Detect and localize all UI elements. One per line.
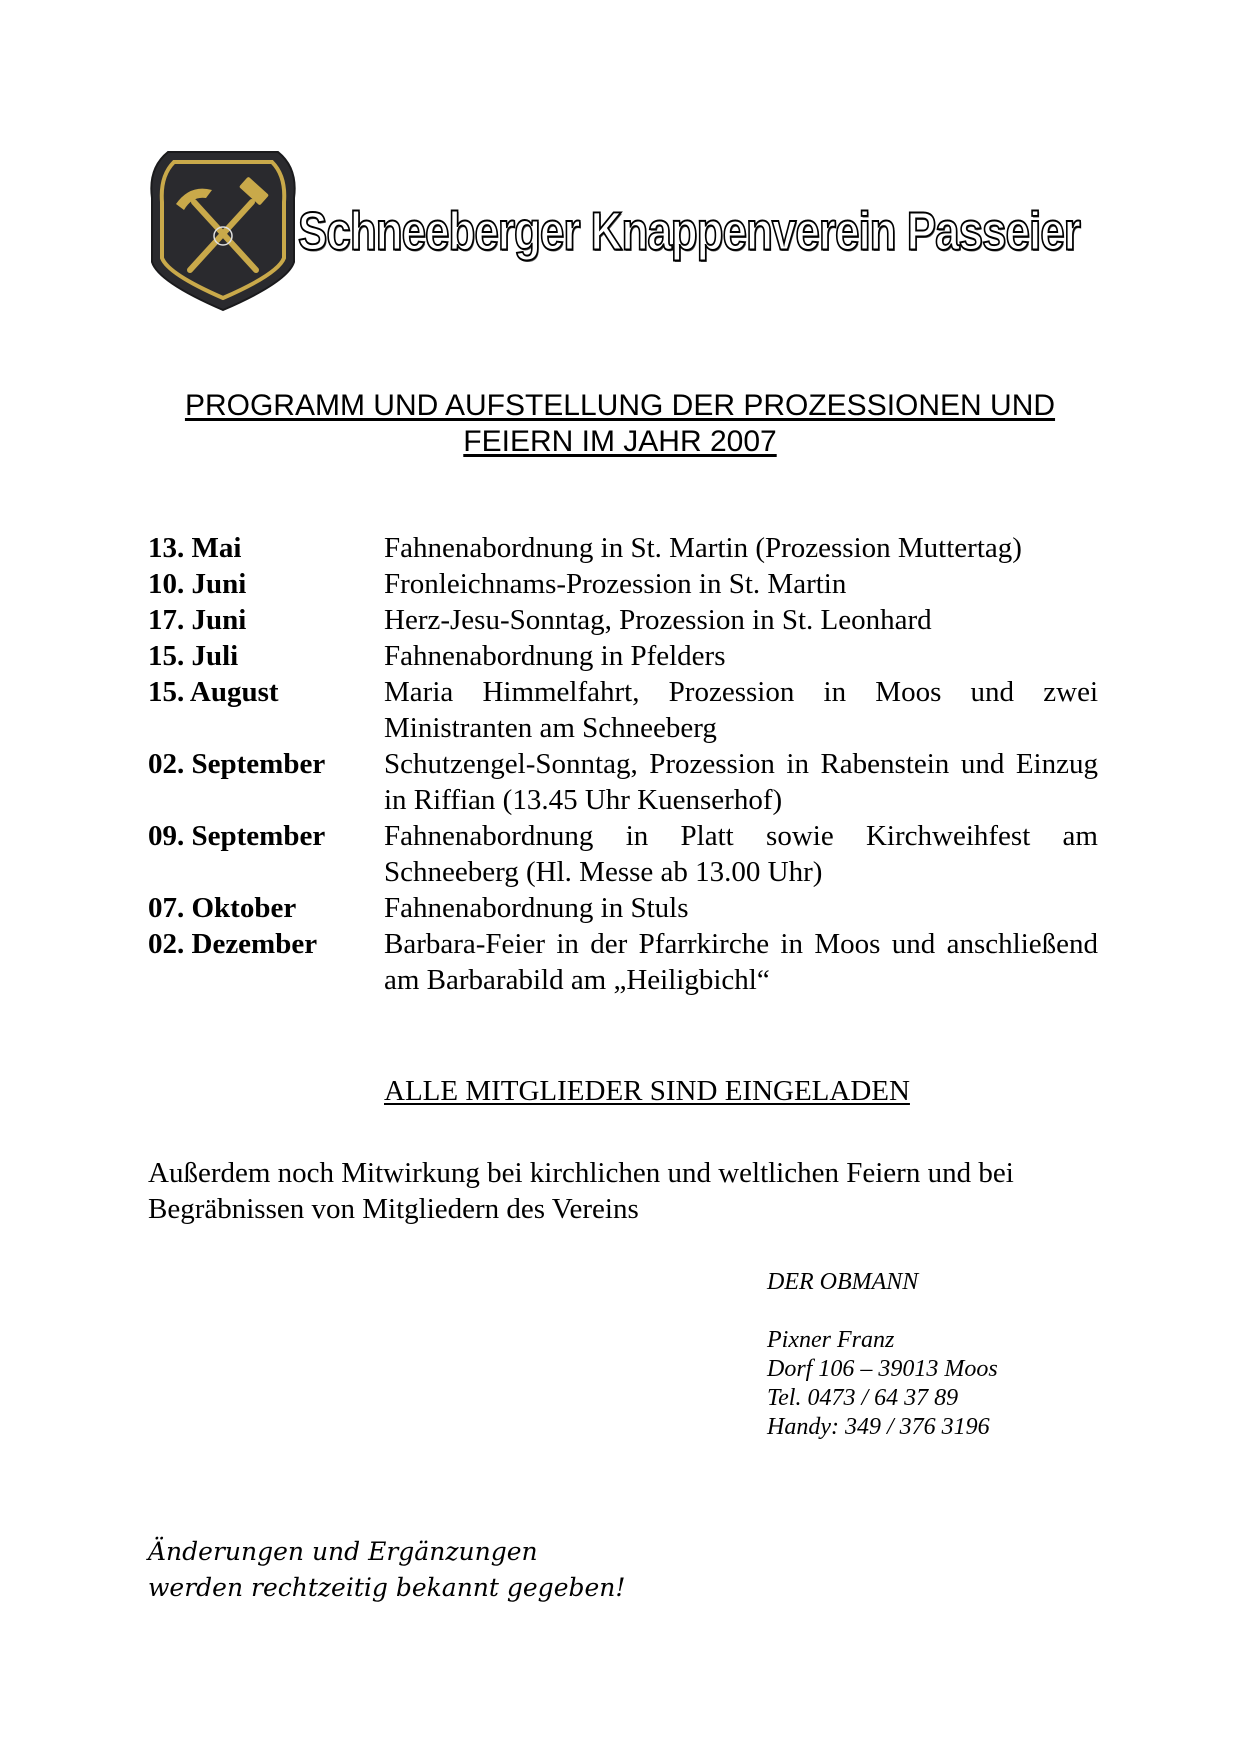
event-row (148, 890, 1098, 926)
event-description: Fahnenabordnung in St. Martin (Prozession Muttertag) (384, 532, 1022, 564)
club-name: Schneeberger Knappenverein Passeier (298, 202, 1080, 262)
event-date: 15. August (148, 676, 279, 708)
event-description: Fahnenabordnung in Platt sowie Kirchweihfest am Schneeberg (Hl. Messe ab 13.00 Uhr) (384, 820, 1098, 888)
event-description: Herz-Jesu-Sonntag, Prozession in St. Leonhard (384, 604, 932, 636)
additional-note: Außerdem noch Mitwirkung bei kirchlichen und weltlichen Feiern und bei Begräbnissen von Mitgliedern des Vereins (148, 1157, 1014, 1225)
event-date: 17. Juni (148, 604, 247, 636)
letterhead (148, 150, 1098, 315)
event-date: 13. Mai (148, 532, 242, 564)
event-date: 15. Juli (148, 640, 239, 672)
signature-role: DER OBMANN (767, 1269, 919, 1295)
event-description: Barbara-Feier in der Pfarrkirche in Moos und anschließend am Barbarabild am „Heiligbichl“ (384, 928, 1098, 996)
signature-mobile: Handy: 349 / 376 3196 (767, 1414, 990, 1440)
event-date: 07. Oktober (148, 892, 297, 924)
event-schedule (148, 530, 1098, 998)
event-row (148, 602, 1098, 638)
event-row (148, 530, 1098, 566)
event-date: 09. September (148, 820, 326, 852)
signature-address: Dorf 106 – 39013 Moos (767, 1356, 998, 1382)
event-row (148, 818, 1098, 890)
event-row (148, 926, 1098, 998)
event-row (148, 638, 1098, 674)
event-date: 02. September (148, 748, 326, 780)
event-date: 02. Dezember (148, 928, 318, 960)
event-row (148, 746, 1098, 818)
footer-note-line-1: Änderungen und Ergänzungen (148, 1537, 538, 1566)
signature-name: Pixner Franz (767, 1327, 895, 1353)
footer-note-line-2: werden rechtzeitig bekannt gegeben! (148, 1573, 626, 1602)
event-description: Schutzengel-Sonntag, Prozession in Rabenstein und Einzug in Riffian (13.45 Uhr Kuenserhof) (384, 748, 1098, 816)
invitation-heading: ALLE MITGLIEDER SIND EINGELADEN (384, 1075, 910, 1107)
signature-block (767, 1268, 1097, 1442)
footer-note (148, 1534, 748, 1606)
page-title (120, 388, 1120, 460)
event-description: Maria Himmelfahrt, Prozession in Moos und zwei Ministranten am Schneeberg (384, 676, 1098, 744)
event-row (148, 566, 1098, 602)
title-line-1: PROGRAMM UND AUFSTELLUNG DER PROZESSIONEN UND (184, 389, 1056, 422)
title-line-2: FEIERN IM JAHR 2007 (463, 425, 777, 458)
event-description: Fahnenabordnung in Pfelders (384, 640, 726, 672)
event-date: 10. Juni (148, 568, 247, 600)
signature-phone: Tel. 0473 / 64 37 89 (767, 1385, 959, 1411)
event-description: Fronleichnams-Prozession in St. Martin (384, 568, 847, 600)
event-description: Fahnenabordnung in Stuls (384, 892, 689, 924)
event-row (148, 674, 1098, 746)
miners-hammer-and-pick-shield-icon (148, 150, 298, 312)
